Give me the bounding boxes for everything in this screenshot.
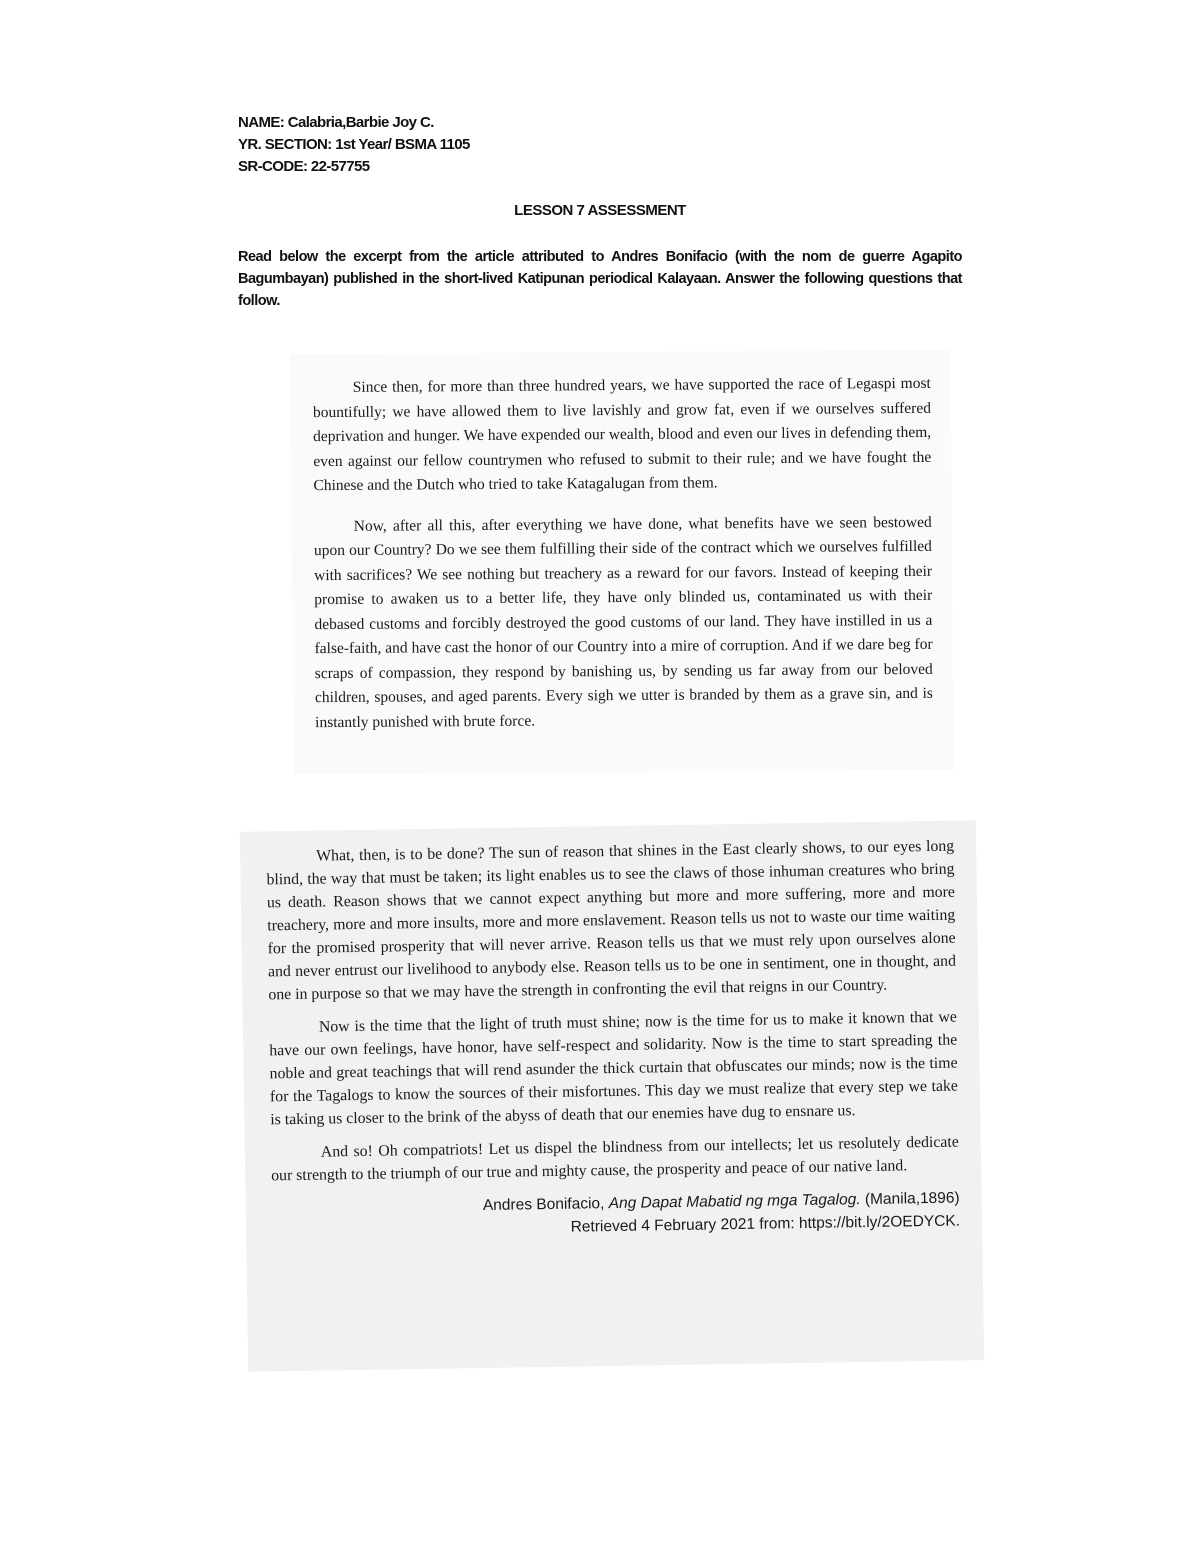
- sr-code: SR-CODE: 22-57755: [238, 158, 370, 175]
- excerpt-paragraph: And so! Oh compatriots! Let us dispel the blindness from our intellects; let us resolutely dedicate our strength to the triumph of our true and mighty cause, the prosperity and peace of our native land.: [271, 1133, 959, 1185]
- student-info: [238, 112, 470, 178]
- excerpt-paragraph: Now is the time that the light of truth must shine; now is the time for us to make it known that we have our own feelings, have honor, have self-respect and solidarity. Now is the time to start spreading the noble and great teachings that will rend asunder the thick curtain that obfuscates our minds; now is the time for the Tagalogs to know the sources of their misfortunes. This day we must realize that every step we take is taking us closer to the brink of the abyss of death that our enemies have dug to ensnare us.: [269, 1008, 959, 1129]
- excerpt-paragraph: Now, after all this, after everything we have done, what benefits have we seen bestowed upon our Country? Do we see them fulfilling their side of the contract which we ourselves fulfilled with sacrifices? We see nothing but treachery as a reward for our favors. Instead of keeping their promise to awaken us to a better life, they have only blinded us, contaminated us with their debased customs and forcibly destroyed the good customs of our land. They have instilled in us a false-faith, and have cast the honor of our Country into a mire of corruption. And if we dare beg for scraps of compassion, they respond by banishing us, by sending us far away from our beloved children, spouses, and aged parents. Every sigh we utter is branded by them as a grave sin, and is instantly punished with brute force.: [313, 513, 933, 731]
- excerpt-scan-1: [291, 350, 954, 775]
- excerpt-paragraph: What, then, is to be done? The sun of reason that shines in the East clearly shows, to our eyes long blind, the way that must be taken; its light enables us to see the claws of those inhuman creatures who bring us death. Reason shows that we cannot expect anything but more and more suffering, more and more treachery, more and more insults, more and more enslavement. Reason tells us not to waste our time waiting for the promised prosperity that will never arrive. Reason tells us that we must rely upon ourselves alone and never entrust our livelihood to anybody else. Reason tells us to be one in sentiment, one in thought, and one in purpose so that we may have the strength in confronting the evil that reigns in our Country.: [266, 837, 957, 1004]
- student-name: NAME: Calabria,Barbie Joy C.: [238, 114, 434, 131]
- instructions: Read below the excerpt from the article attributed to Andres Bonifacio (with the nom de guerre Agapito Bagumbayan) published in the short-lived Katipunan periodical Kalayaan. Answer the following questions that follow.: [238, 249, 962, 309]
- citation-place-year: (Manila,1896): [864, 1189, 960, 1209]
- excerpt-scan-2: [240, 820, 984, 1371]
- citation-author: Andres Bonifacio,: [482, 1195, 605, 1215]
- citation: [272, 1187, 961, 1244]
- excerpt-paragraph: Since then, for more than three hundred years, we have supported the race of Legaspi most bountifully; we have allowed them to live lavishly and grow fat, even if we ourselves suffered deprivation and hunger. We have expended our wealth, blood and even our lives in defending them, even against our fellow countrymen who refused to submit to their rule; and we have fought the Chinese and the Dutch who tried to take Katagalugan from them.: [312, 374, 932, 495]
- page-title: LESSON 7 ASSESSMENT: [514, 202, 686, 219]
- citation-retrieved: Retrieved 4 February 2021 from: https://bit.ly/2OEDYCK.: [570, 1212, 961, 1236]
- year-section: YR. SECTION: 1st Year/ BSMA 1105: [238, 136, 470, 153]
- citation-work: Ang Dapat Mabatid ng mga Tagalog.: [608, 1191, 861, 1213]
